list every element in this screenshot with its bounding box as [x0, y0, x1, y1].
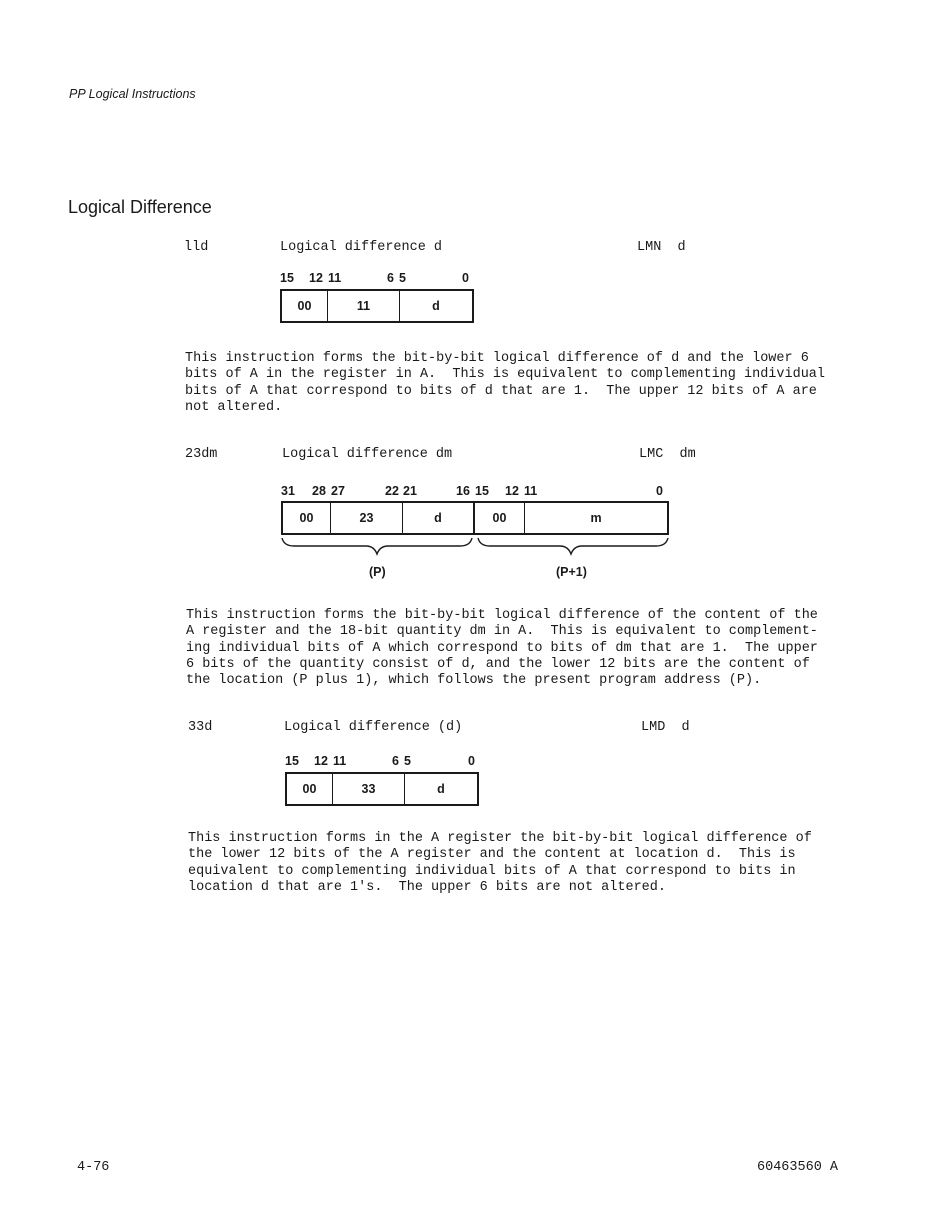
bracket-p — [282, 538, 472, 554]
instruction-format-box — [280, 289, 474, 323]
field-m: m — [590, 511, 602, 525]
bit-position: 11 — [328, 271, 342, 285]
word-brackets — [280, 537, 672, 561]
page-number: 4-76 — [77, 1160, 110, 1175]
instruction-paragraph: This instruction forms the bit-by-bit logical difference of d and the lower 6 bits of A in the register in A. This is equivalent to complementing individual bits of A that correspond to bits of d that are 1. The upper 12 bits of A are not altered. — [185, 351, 826, 415]
bit-position: 5 — [399, 271, 406, 285]
opcode: lld — [184, 240, 209, 255]
bit-position: 5 — [404, 754, 411, 768]
field-f: 00 — [282, 291, 328, 321]
instruction-format-box — [281, 501, 669, 535]
bit-position: 28 — [312, 484, 326, 498]
bit-position: 0 — [656, 484, 663, 498]
instruction-paragraph: This instruction forms in the A register the bit-by-bit logical difference of the lower 12 bits of the A register and the content at location d. This is equivalent to complementing individual bits of A that correspond to bits in location d that are 1's. The upper 6 bits are not altered. — [188, 831, 812, 895]
mnemonic: LMC dm — [639, 447, 696, 462]
mnemonic: LMN d — [637, 240, 686, 255]
bit-position: 11 — [524, 484, 538, 498]
word-label-p: (P) — [369, 565, 386, 579]
instruction-paragraph: This instruction forms the bit-by-bit logical difference of the content of the A register and the 18-bit quantity dm in A. This is equivalent to complement- ing individual bits of A which correspond to bits of dm that are 1. The upper 6 bits of the quantity consist of d, and the lower 12 bits are the content of the location (P plus 1), which follows the present program address (P). — [186, 608, 818, 689]
mnemonic: LMD d — [641, 720, 690, 735]
bit-position: 16 — [456, 484, 470, 498]
field-opcode: 23 — [331, 503, 403, 533]
bit-position: 12 — [505, 484, 519, 498]
opcode: 33d — [188, 720, 213, 735]
instruction-description: Logical difference d — [280, 240, 443, 255]
field-d: d — [403, 503, 475, 533]
field-d: d — [437, 782, 445, 796]
bit-position: 0 — [462, 271, 469, 285]
field-f: 00 — [287, 774, 333, 804]
instruction-description: Logical difference (d) — [284, 720, 463, 735]
bit-position: 15 — [280, 271, 294, 285]
opcode: 23dm — [185, 447, 218, 462]
bracket-p-plus-1 — [478, 538, 668, 554]
word-label-p-plus-1: (P+1) — [556, 565, 587, 579]
bit-position: 11 — [333, 754, 347, 768]
field-opcode: 33 — [333, 774, 405, 804]
bit-position: 6 — [387, 271, 394, 285]
bit-position: 31 — [281, 484, 295, 498]
bit-position: 0 — [468, 754, 475, 768]
bit-position: 27 — [331, 484, 345, 498]
bit-position: 15 — [285, 754, 299, 768]
field-d: d — [432, 299, 440, 313]
bit-position: 21 — [403, 484, 417, 498]
running-head: PP Logical Instructions — [69, 87, 196, 101]
field-f: 00 — [283, 503, 331, 533]
instruction-format-box — [285, 772, 479, 806]
bit-position: 12 — [309, 271, 323, 285]
instruction-description: Logical difference dm — [282, 447, 453, 462]
bit-position: 12 — [314, 754, 328, 768]
field-upper-m: 00 — [475, 503, 525, 533]
document-number: 60463560 A — [757, 1160, 839, 1175]
bit-position: 15 — [475, 484, 489, 498]
section-title: Logical Difference — [68, 197, 212, 217]
bit-position: 6 — [392, 754, 399, 768]
bit-position: 22 — [385, 484, 399, 498]
field-opcode: 11 — [328, 291, 400, 321]
